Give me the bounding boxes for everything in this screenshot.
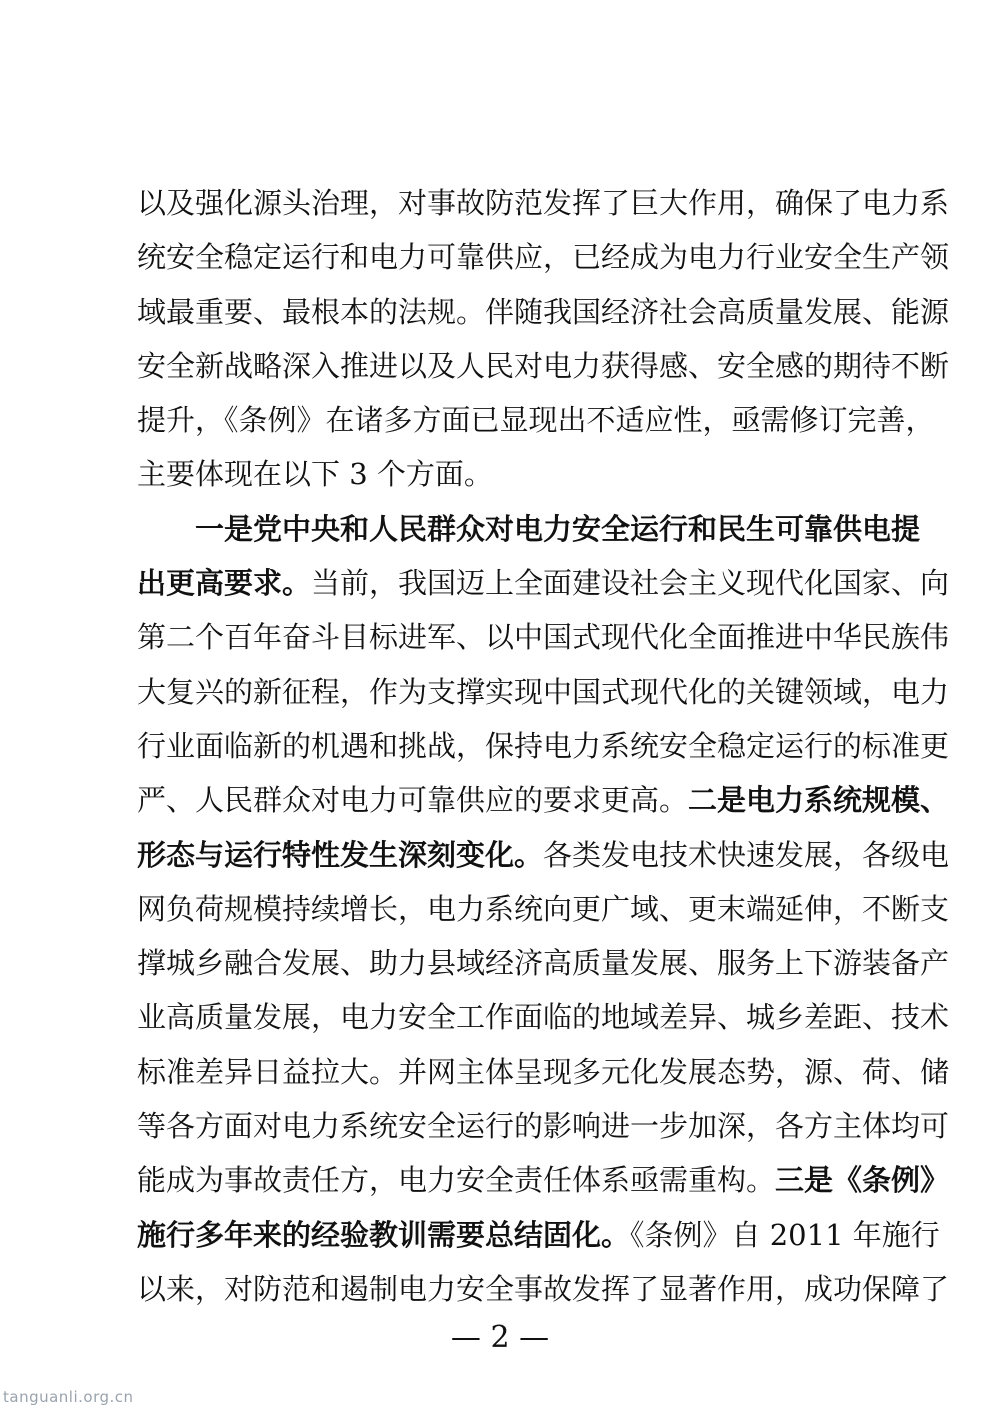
text-line — [137, 665, 950, 719]
text-segment: 撑城乡融合发展、助力县域经济高质量发展、服务上下游装备产 — [137, 946, 950, 981]
text-line — [137, 1208, 940, 1262]
bold-text-segment: 三是《条例》 — [775, 1163, 950, 1198]
text-line — [137, 719, 950, 773]
bold-text-segment: 施行多年来的经验教训需要总结固化。 — [137, 1217, 631, 1252]
text-line — [137, 773, 950, 827]
text-segment: 《条例》自 2011 年施行 — [630, 1217, 940, 1252]
text-line — [137, 1099, 950, 1153]
body-text — [137, 176, 950, 1316]
text-segment: 提升，《条例》在诸多方面已显现出不适应性，亟需修订完善， — [137, 403, 935, 438]
text-line — [137, 556, 950, 610]
text-line — [137, 230, 950, 284]
text-segment: 统安全稳定运行和电力可靠供应，已经成为电力行业安全生产领 — [137, 240, 950, 275]
text-line — [137, 393, 935, 447]
text-segment: 域最重要、最根本的法规。伴随我国经济社会高质量发展、能源 — [137, 294, 950, 329]
text-line — [137, 1045, 950, 1099]
bold-text-segment: 二是电力系统规模、 — [688, 783, 950, 818]
text-line — [137, 1153, 950, 1207]
text-segment: 等各方面对电力系统安全运行的影响进一步加深，各方主体均可 — [137, 1109, 950, 1144]
text-line — [137, 882, 950, 936]
text-segment: 业高质量发展，电力安全工作面临的地域差异、城乡差距、技术 — [137, 1000, 950, 1035]
text-line — [137, 936, 950, 990]
text-segment: 网负荷规模持续增长，电力系统向更广域、更末端延伸，不断支 — [137, 891, 950, 926]
text-segment: 以及强化源头治理，对事故防范发挥了巨大作用，确保了电力系 — [137, 186, 950, 220]
text-segment: 各类发电技术快速发展，各级电 — [543, 837, 950, 872]
bold-text-segment: 一是党中央和人民群众对电力安全运行和民生可靠供电提 — [195, 511, 921, 546]
text-segment: 以来，对防范和遏制电力安全事故发挥了显著作用，成功保障了 — [137, 1271, 950, 1306]
text-segment: 标准差异日益拉大。并网主体呈现多元化发展态势，源、荷、储 — [137, 1054, 950, 1089]
text-line — [137, 610, 950, 664]
bold-text-segment: 出更高要求。 — [137, 566, 312, 601]
text-segment: 严、人民群众对电力可靠供应的要求更高。 — [137, 783, 689, 818]
text-line — [137, 828, 950, 882]
text-segment: 大复兴的新征程，作为支撑实现中国式现代化的关键领域，电力 — [137, 674, 950, 709]
text-line — [137, 447, 873, 501]
text-segment: 行业面临新的机遇和挑战，保持电力系统安全稳定运行的标准更 — [137, 728, 950, 763]
text-line — [137, 502, 921, 556]
text-line — [137, 285, 950, 339]
text-line — [137, 990, 950, 1044]
bold-text-segment: 形态与运行特性发生深刻变化。 — [137, 837, 544, 872]
text-line — [137, 1262, 950, 1316]
text-segment: 能成为事故责任方，电力安全责任体系亟需重构。 — [137, 1163, 776, 1198]
page-number: — 2 — — [450, 1320, 550, 1355]
text-line — [137, 176, 950, 230]
text-segment: 当前，我国迈上全面建设社会主义现代化国家、向 — [311, 566, 950, 601]
text-segment: 第二个百年奋斗目标进军、以中国式现代化全面推进中华民族伟 — [137, 620, 950, 655]
watermark: tanguanli.org.cn — [3, 1388, 134, 1406]
text-segment: 主要体现在以下 3 个方面。 — [137, 457, 493, 492]
text-line — [137, 339, 950, 393]
text-segment: 安全新战略深入推进以及人民对电力获得感、安全感的期待不断 — [137, 348, 950, 383]
